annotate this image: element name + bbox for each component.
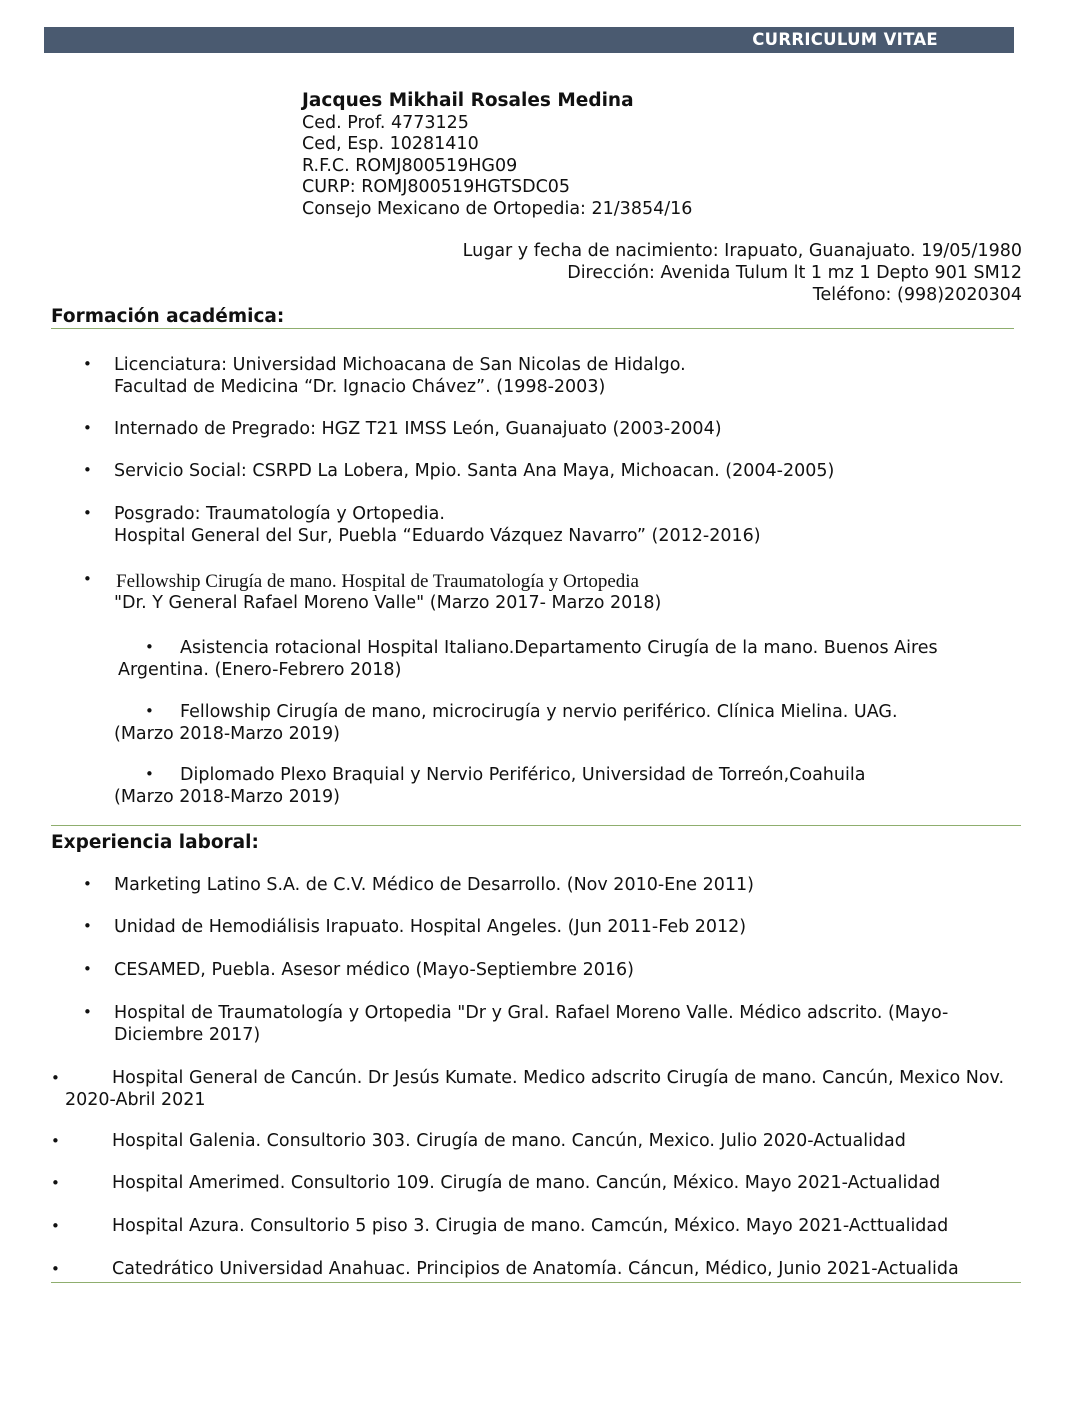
bullet-icon: • — [51, 1174, 60, 1192]
banner-title: CURRICULUM VITAE — [752, 30, 938, 49]
education-item: Fellowship Cirugía de mano, microcirugía y nervio periférico. Clínica Mielina. UAG. (Marzo 2018-Marzo 2019) — [114, 702, 898, 744]
rfc: R.F.C. ROMJ800519HG09 — [302, 155, 518, 176]
bullet-icon: • — [83, 461, 92, 479]
bullet-icon: • — [51, 1132, 60, 1150]
education-divider — [51, 328, 1014, 329]
bullet-icon: • — [83, 355, 92, 373]
curp: CURP: ROMJ800519HGTSDC05 — [302, 177, 571, 197]
experience-item: Unidad de Hemodiálisis Irapuato. Hospital Angeles. (Jun 2011-Feb 2012) — [114, 917, 747, 937]
phone: Teléfono: (998)2020304 — [812, 285, 1022, 305]
education-item: Internado de Pregrado: HGZ T21 IMSS León, Guanajuato (2003-2004) — [114, 419, 722, 439]
bullet-icon: • — [51, 1260, 60, 1278]
experience-title: Experiencia laboral: — [51, 832, 259, 853]
bullet-icon: • — [83, 875, 92, 893]
education-item: Fellowship Cirugía de mano. Hospital de Traumatología y Ortopedia "Dr. Y General Rafael Moreno Valle" (Marzo 2017- Marzo 2018) — [114, 571, 662, 613]
bullet-icon: • — [145, 765, 154, 783]
experience-item: Marketing Latino S.A. de C.V. Médico de Desarrollo. (Nov 2010-Ene 2011) — [114, 875, 754, 895]
bullet-icon: • — [83, 419, 92, 437]
experience-item: Hospital de Traumatología y Ortopedia "Dr y Gral. Rafael Moreno Valle. Médico adscrito. (Mayo- Diciembre 2017) — [114, 1003, 949, 1045]
professional-license: Ced. Prof. 4773125 — [302, 112, 469, 133]
personal-info — [302, 90, 692, 220]
board-certification: Consejo Mexicano de Ortopedia: 21/3854/16 — [302, 198, 693, 219]
contact-info — [463, 240, 1022, 306]
bullet-icon: • — [83, 1003, 92, 1021]
specialty-license: Ced, Esp. 10281410 — [302, 134, 479, 154]
education-item: Asistencia rotacional Hospital Italiano.Departamento Cirugía de la mano. Buenos Aires Argentina. (Enero-Febrero 2018) — [118, 638, 938, 680]
bullet-icon: • — [83, 917, 92, 935]
experience-item: Hospital Azura. Consultorio 5 piso 3. Cirugia de mano. Camcún, México. Mayo 2021-Acttualidad — [112, 1216, 949, 1236]
experience-item: Hospital Galenia. Consultorio 303. Cirugía de mano. Cancún, Mexico. Julio 2020-Actualidad — [112, 1131, 906, 1151]
bullet-icon: • — [145, 702, 154, 720]
education-item: Servicio Social: CSRPD La Lobera, Mpio. Santa Ana Maya, Michoacan. (2004-2005) — [114, 461, 835, 481]
experience-item: Hospital General de Cancún. Dr Jesús Kumate. Medico adscrito Cirugía de mano. Cancún, Mexico Nov. 2020-Abril 2021 — [65, 1068, 1005, 1110]
education-item: Licenciatura: Universidad Michoacana de San Nicolas de Hidalgo. Facultad de Medicina “Dr. Ignacio Chávez”. (1998-2003) — [114, 355, 686, 397]
bullet-icon: • — [83, 570, 92, 588]
education-title: Formación académica: — [51, 306, 285, 327]
address: Dirección: Avenida Tulum lt 1 mz 1 Depto 901 SM12 — [567, 263, 1022, 283]
bullet-icon: • — [145, 638, 154, 656]
bullet-icon: • — [51, 1069, 60, 1087]
experience-bottom-divider — [51, 1282, 1021, 1283]
experience-item: Hospital Amerimed. Consultorio 109. Cirugía de mano. Cancún, México. Mayo 2021-Actualidad — [112, 1173, 941, 1193]
bullet-icon: • — [51, 1217, 60, 1235]
experience-top-divider — [51, 825, 1021, 826]
education-item: Posgrado: Traumatología y Ortopedia. Hospital General del Sur, Puebla “Eduardo Vázquez Navarro” (2012-2016) — [114, 504, 761, 546]
education-item: Diplomado Plexo Braquial y Nervio Periférico, Universidad de Torreón,Coahuila (Marzo 2018-Marzo 2019) — [114, 765, 866, 807]
person-name: Jacques Mikhail Rosales Medina — [302, 90, 634, 111]
birth-info: Lugar y fecha de nacimiento: Irapuato, Guanajuato. 19/05/1980 — [462, 241, 1022, 261]
experience-item: Catedrático Universidad Anahuac. Principios de Anatomía. Cáncun, Médico, Junio 2021-Actualida — [112, 1259, 959, 1279]
bullet-icon: • — [83, 504, 92, 522]
header-banner — [44, 27, 1014, 53]
bullet-icon: • — [83, 960, 92, 978]
experience-item: CESAMED, Puebla. Asesor médico (Mayo-Septiembre 2016) — [114, 960, 634, 980]
